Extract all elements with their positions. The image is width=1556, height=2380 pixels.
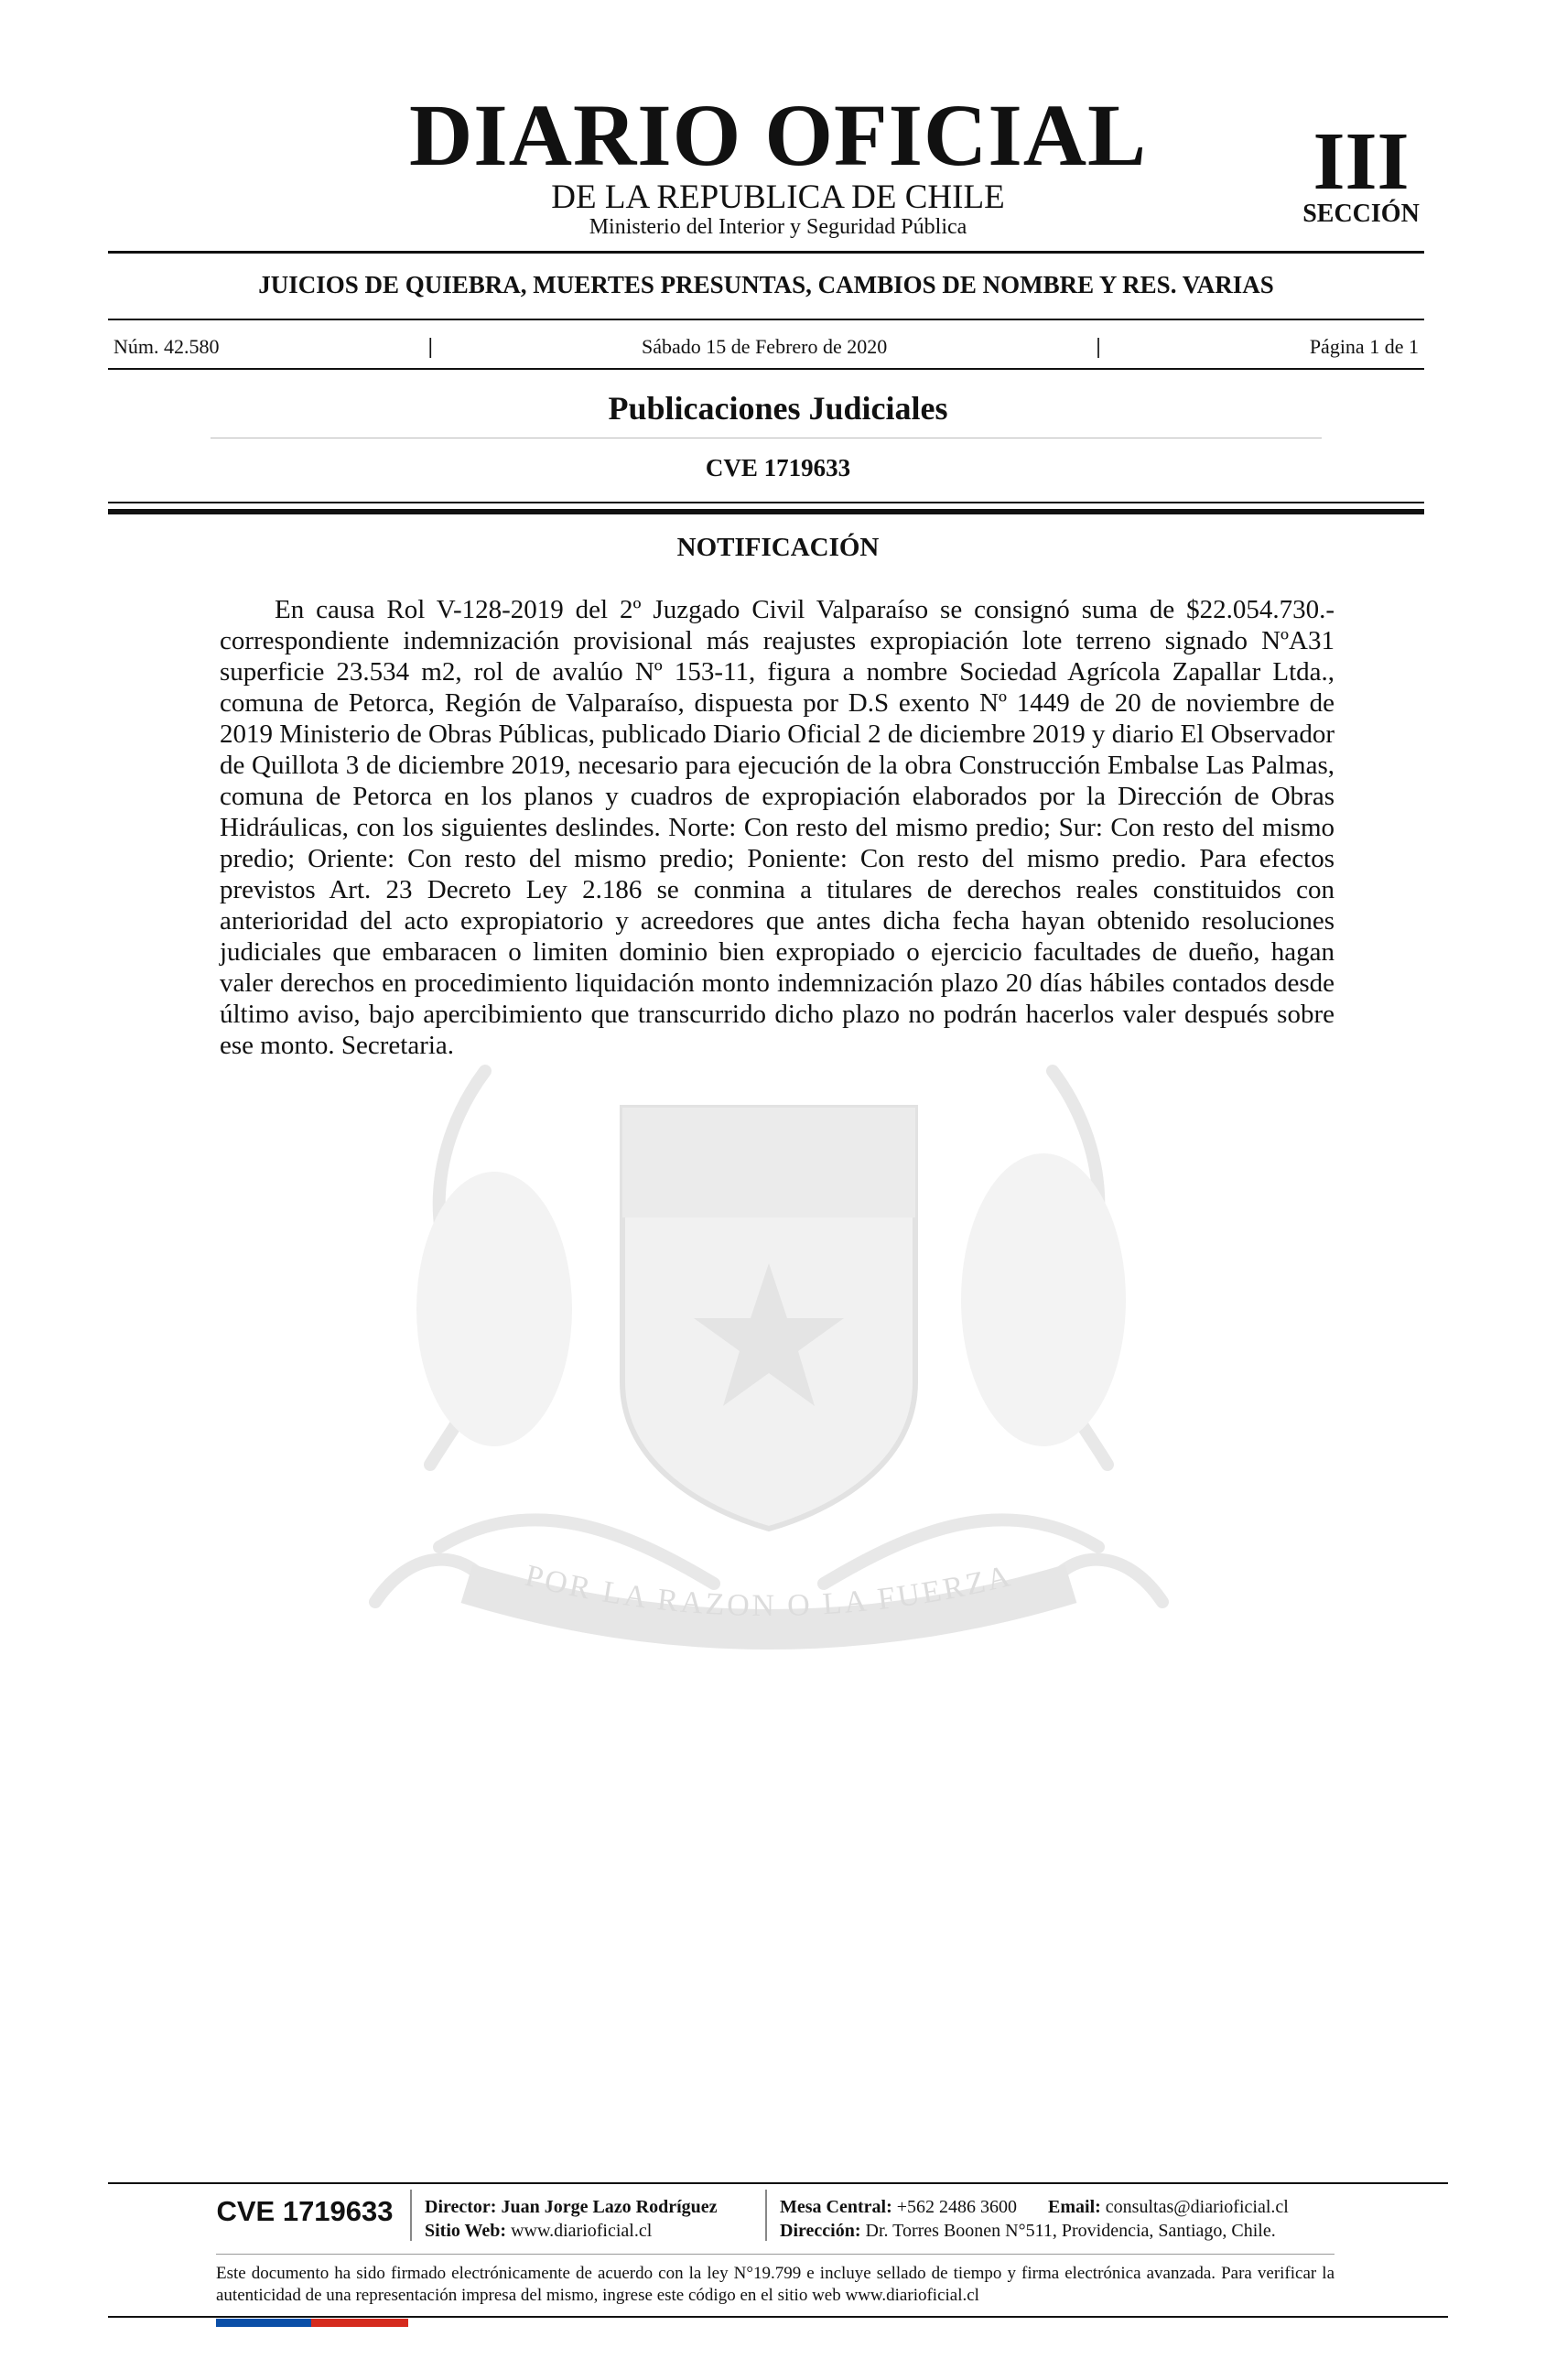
cve-thick-rule bbox=[108, 509, 1424, 514]
masthead-title: DIARIO OFICIAL bbox=[408, 86, 1148, 184]
coat-of-arms-watermark bbox=[320, 1034, 1217, 1693]
footer-bottom-rule bbox=[108, 2316, 1448, 2318]
flag-stripe-red bbox=[311, 2319, 408, 2327]
issue-page: Página 1 de 1 bbox=[1309, 335, 1419, 358]
footer-legal-notice: Este documento ha sido firmado electrónicamente de acuerdo con la ley N°19.799 e incluye sellado de tiempo y firma electrónica avanzada. Para verificar la autenticidad de una representación impresa del mismo, ingrese este código en el sitio web www.diarioficial.cl bbox=[216, 2264, 1334, 2305]
email-label: Email: bbox=[1048, 2197, 1101, 2217]
footer-contact-right bbox=[780, 2195, 1347, 2243]
issue-info-row bbox=[113, 333, 1419, 361]
director-name: Juan Jorge Lazo Rodríguez bbox=[501, 2197, 718, 2217]
address-label: Dirección: bbox=[780, 2221, 861, 2241]
footer-divider bbox=[765, 2190, 767, 2241]
watermark-motto: POR LA RAZON O LA FUERZA bbox=[522, 1558, 1016, 1624]
masthead-ministry: Ministerio del Interior y Seguridad Pública bbox=[589, 215, 967, 239]
footer-cve-code: CVE 1719633 bbox=[216, 2195, 394, 2227]
address-value: Dr. Torres Boonen N°511, Providencia, Santiago, Chile. bbox=[865, 2221, 1276, 2241]
issue-separator: | bbox=[1096, 334, 1101, 359]
website-label: Sitio Web: bbox=[425, 2221, 507, 2241]
flag-stripe-blue bbox=[216, 2319, 311, 2327]
section-label: SECCIÓN bbox=[1302, 200, 1420, 228]
issue-number: Núm. 42.580 bbox=[113, 335, 220, 358]
masthead-rule bbox=[108, 251, 1424, 254]
publication-title: Publicaciones Judiciales bbox=[608, 390, 948, 427]
email-link[interactable]: consultas@diarioficial.cl bbox=[1105, 2197, 1289, 2217]
director-label: Director: bbox=[425, 2197, 497, 2217]
cve-thin-rule bbox=[108, 502, 1424, 503]
issue-date: Sábado 15 de Febrero de 2020 bbox=[642, 335, 888, 358]
section-number: III bbox=[1313, 116, 1410, 207]
footer-top-rule bbox=[108, 2182, 1448, 2184]
masthead-subtitle: DE LA REPUBLICA DE CHILE bbox=[551, 178, 1005, 216]
phone-label: Mesa Central: bbox=[780, 2197, 892, 2217]
footer-contact-left bbox=[425, 2195, 773, 2243]
phone-number: +562 2486 3600 bbox=[896, 2197, 1018, 2217]
footer-divider bbox=[410, 2190, 412, 2241]
notice-title: NOTIFICACIÓN bbox=[676, 533, 880, 562]
issue-separator: | bbox=[427, 334, 433, 359]
info-rule bbox=[108, 368, 1424, 370]
cve-code: CVE 1719633 bbox=[705, 454, 851, 481]
website-link[interactable]: www.diarioficial.cl bbox=[511, 2221, 653, 2241]
banner-rule bbox=[108, 319, 1424, 320]
footer-mid-rule bbox=[216, 2254, 1334, 2255]
notice-body: En causa Rol V-128-2019 del 2º Juzgado Civil Valparaíso se consignó suma de $22.054.730.- correspondiente indemnización provisional más reajustes expropiación lote terreno signado NºA31 superficie 23.534 m2, rol de avalúo Nº 153-11, figura a nombre Sociedad Agrícola Zapallar Ltda., comuna de Petorca, Región de Valparaíso, dispuesta por D.S exento Nº 1449 de 20 de noviembre de 2019 Ministerio de Obras Públicas, publicado Diario Oficial 2 de diciembre 2019 y diario El Observador de Quillota 3 de diciembre 2019, necesario para ejecución de la obra Construcción Embalse Las Palmas, comuna de Petorca en los planos y cuadros de expropiación elaborados por la Dirección de Obras Hidráulicas, con los siguientes deslindes. Norte: Con resto del mismo predio; Sur: Con resto del mismo predio; Oriente: Con resto del mismo predio; Poniente: Con resto del mismo predio. Para efectos previstos Art. 23 Decreto Ley 2.186 se conmina a titulares de derechos reales constituidos con anterioridad del acto expropiatorio y acreedores que antes dicha fecha hayan obtenido resoluciones judiciales que embaracen o limiten dominio bien expropiado o ejercicio facultades de dueño, hagan valer derechos en procedimiento liquidación monto indemnización plazo 20 días hábiles contados desde último aviso, bajo apercibimiento que transcurrido dicho plazo no podrán hacerlos valer después sobre ese monto. Secretaria. bbox=[220, 595, 1334, 1060]
section-banner: JUICIOS DE QUIEBRA, MUERTES PRESUNTAS, CAMBIOS DE NOMBRE Y RES. VARIAS bbox=[258, 271, 1274, 298]
